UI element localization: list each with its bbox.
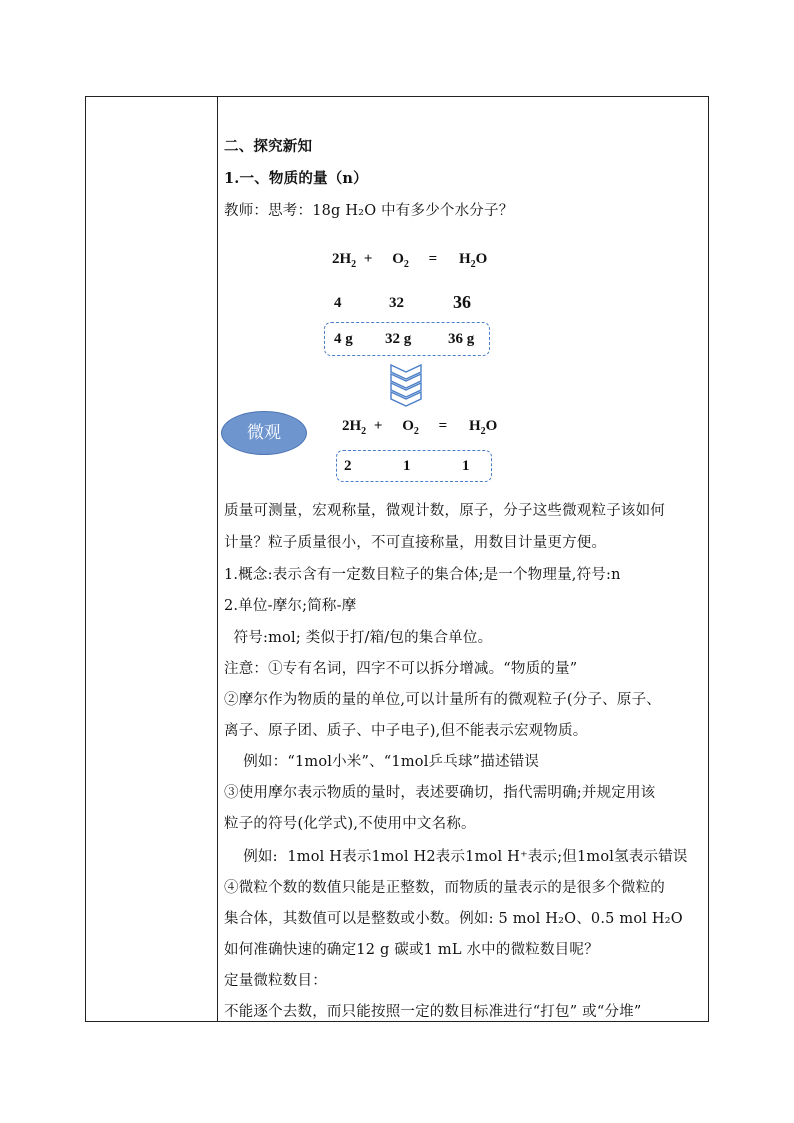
ratio-h2o: 1: [462, 458, 470, 474]
left-column-cell: [86, 97, 218, 1021]
equals-sign: =: [428, 251, 438, 267]
text-line: 粒子的符号(化学式),不使用中文名称。: [224, 816, 476, 832]
o2-subscript: 2: [413, 426, 419, 437]
equation-bottom: [342, 418, 497, 437]
teacher-question: 教师：思考：18g H₂O 中有多少个水分子？: [224, 203, 514, 219]
h2o-o: O: [475, 251, 488, 267]
section-title: 二、探究新知: [224, 138, 313, 155]
micro-circle-label: 微观: [221, 411, 307, 455]
o2-subscript: 2: [403, 259, 409, 270]
text-line: 计量？粒子质量很小，不可直接称量，用数目计量更方便。: [224, 535, 607, 551]
o2-term: O: [392, 251, 404, 267]
text-line: 例如：“1mol小米”、“1mol乒乓球”描述错误: [224, 754, 540, 770]
text-line: 1.概念:表示含有一定数目粒子的集合体;是一个物理量,符号:n: [224, 567, 621, 583]
equals-sign: =: [438, 418, 448, 434]
text-line: 不能逐个去数，而只能按照一定的数目标准进行“打包” 或“分堆”: [224, 1004, 642, 1020]
equation-diagram: [218, 97, 708, 474]
right-column-cell: [218, 97, 708, 1021]
h2o-h: H: [458, 251, 471, 267]
mass-o2: 32 g: [385, 331, 412, 347]
ratio-o2: 1: [403, 458, 411, 474]
lesson-table: [85, 96, 709, 1022]
mass-h2o: 36 g: [448, 331, 475, 347]
relative-mass-h2: 4: [334, 295, 342, 311]
text-line: ③使用摩尔表示物质的量时，表述要确切，指代需明确;并规定用该: [224, 785, 656, 801]
text-line: 如何准确快速的确定12 g 碳或1 mL 水中的微粒数目呢？: [224, 942, 599, 958]
h2-subscript: 2: [361, 426, 367, 437]
text-line: 离子、原子团、质子、中子电子),但不能表示宏观物质。: [224, 723, 588, 739]
text-line: 质量可测量，宏观称量，微观计数，原子，分子这些微观粒子该如何: [224, 503, 665, 519]
mass-h2: 4 g: [334, 331, 353, 347]
h2o-h: H: [468, 418, 481, 434]
h2o-subscript: 2: [470, 259, 476, 270]
h2-term: 2H: [332, 251, 352, 267]
h2-subscript: 2: [351, 259, 357, 270]
h2o-o: O: [485, 418, 498, 434]
subsection-title: 1.一、物质的量（n）: [224, 170, 368, 187]
chevron-down-icon: [389, 363, 423, 409]
plus-sign: +: [373, 418, 383, 434]
text-line: 例如: 1mol H表示1mol H2表示1mol H⁺表示;但1mol氢表示错误: [224, 849, 688, 865]
equation-top: [332, 251, 487, 270]
text-line: 集合体，其数值可以是整数或小数。例如: 5 mol H₂O、0.5 mol H₂O: [224, 911, 683, 927]
text-line: 符号:mol; 类似于打/箱/包的集合单位。: [224, 630, 493, 646]
plus-sign: +: [363, 251, 373, 267]
ratio-h2: 2: [344, 458, 352, 474]
relative-mass-o2: 32: [389, 295, 404, 311]
h2-term: 2H: [342, 418, 362, 434]
text-line: ④微粒个数的数值只能是正整数，而物质的量表示的是很多个微粒的: [224, 880, 665, 896]
text-line: ②摩尔作为物质的量的单位,可以计量所有的微观粒子(分子、原子、: [224, 692, 661, 708]
text-line: 注意：①专有名词，四字不可以拆分增减。“物质的量”: [224, 661, 578, 677]
relative-mass-h2o: 36: [453, 292, 471, 312]
h2o-subscript: 2: [480, 426, 486, 437]
o2-term: O: [402, 418, 414, 434]
text-line: 2.单位-摩尔;简称-摩: [224, 598, 357, 614]
text-line: 定量微粒数目：: [224, 973, 327, 989]
